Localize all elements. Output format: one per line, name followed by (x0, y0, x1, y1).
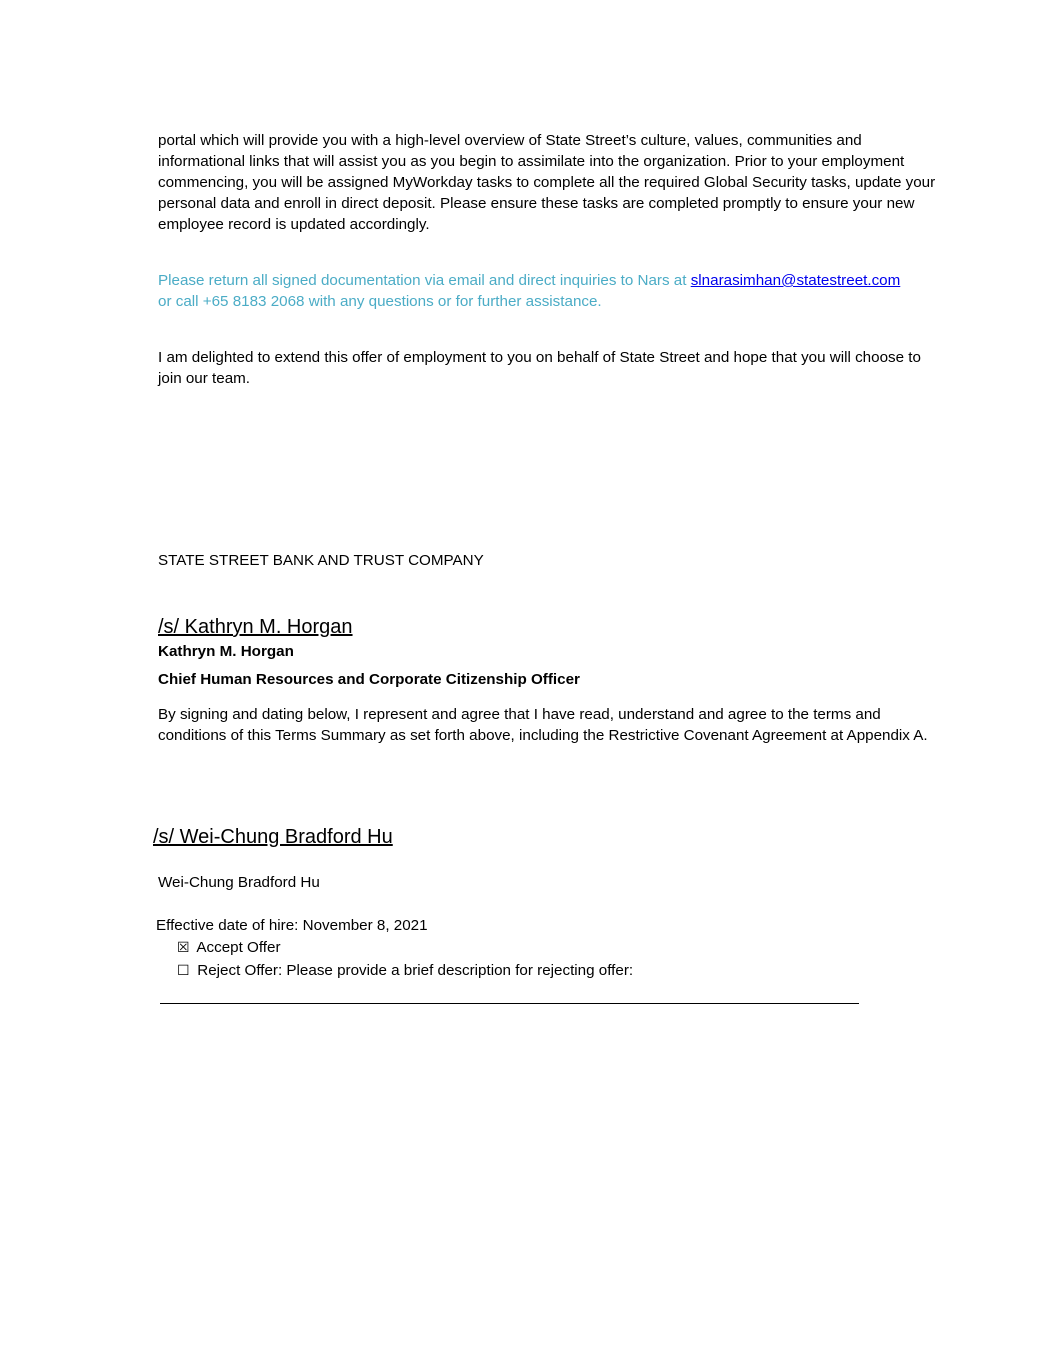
unchecked-box-icon[interactable]: ☐ (177, 963, 190, 979)
hire-date: Effective date of hire: November 8, 2021 (156, 917, 428, 934)
checked-box-icon[interactable]: ☒ (177, 940, 190, 956)
reject-offer-label: Reject Offer: Please provide a brief description for rejecting offer: (197, 962, 634, 979)
employer-name: Kathryn M. Horgan (158, 643, 294, 660)
contact-prefix: Please return all signed documentation via email and direct inquiries to Nars at (158, 272, 691, 289)
employee-name: Wei-Chung Bradford Hu (158, 874, 320, 891)
reject-reason-line[interactable] (160, 1003, 859, 1004)
intro-paragraph: portal which will provide you with a high-level overview of State Street’s culture, values, communities and informational links that will assist you as you begin to assimilate into the organization. Prior to your employment commencing, you will be assigned MyWorkday tasks to complete all the required Global Security tasks, update your personal data and enroll in direct deposit. Please ensure these tasks are completed promptly to ensure your new employee record is updated accordingly. (158, 132, 936, 233)
employer-signature: /s/ Kathryn M. Horgan (158, 616, 353, 638)
company-name: STATE STREET BANK AND TRUST COMPANY (158, 552, 484, 569)
employer-title: Chief Human Resources and Corporate Citizenship Officer (158, 671, 580, 688)
employee-signature: /s/ Wei-Chung Bradford Hu (153, 826, 393, 848)
delight-paragraph: I am delighted to extend this offer of employment to you on behalf of State Street and hope that you will choose to join our team. (158, 349, 921, 387)
accept-offer-label: Accept Offer (196, 939, 281, 956)
contact-suffix: or call +65 8183 2068 with any questions or for further assistance. (158, 293, 602, 310)
agreement-paragraph: By signing and dating below, I represent and agree that I have read, understand and agree to the terms and conditions of this Terms Summary as set forth above, including the Restrictive Covenant Agreement at Appendix A. (158, 706, 928, 744)
reject-offer-option[interactable] (177, 960, 633, 982)
contact-paragraph (158, 270, 948, 312)
contact-email-link[interactable]: slnarasimhan@statestreet.com (690, 272, 901, 289)
accept-offer-option[interactable] (177, 937, 281, 959)
